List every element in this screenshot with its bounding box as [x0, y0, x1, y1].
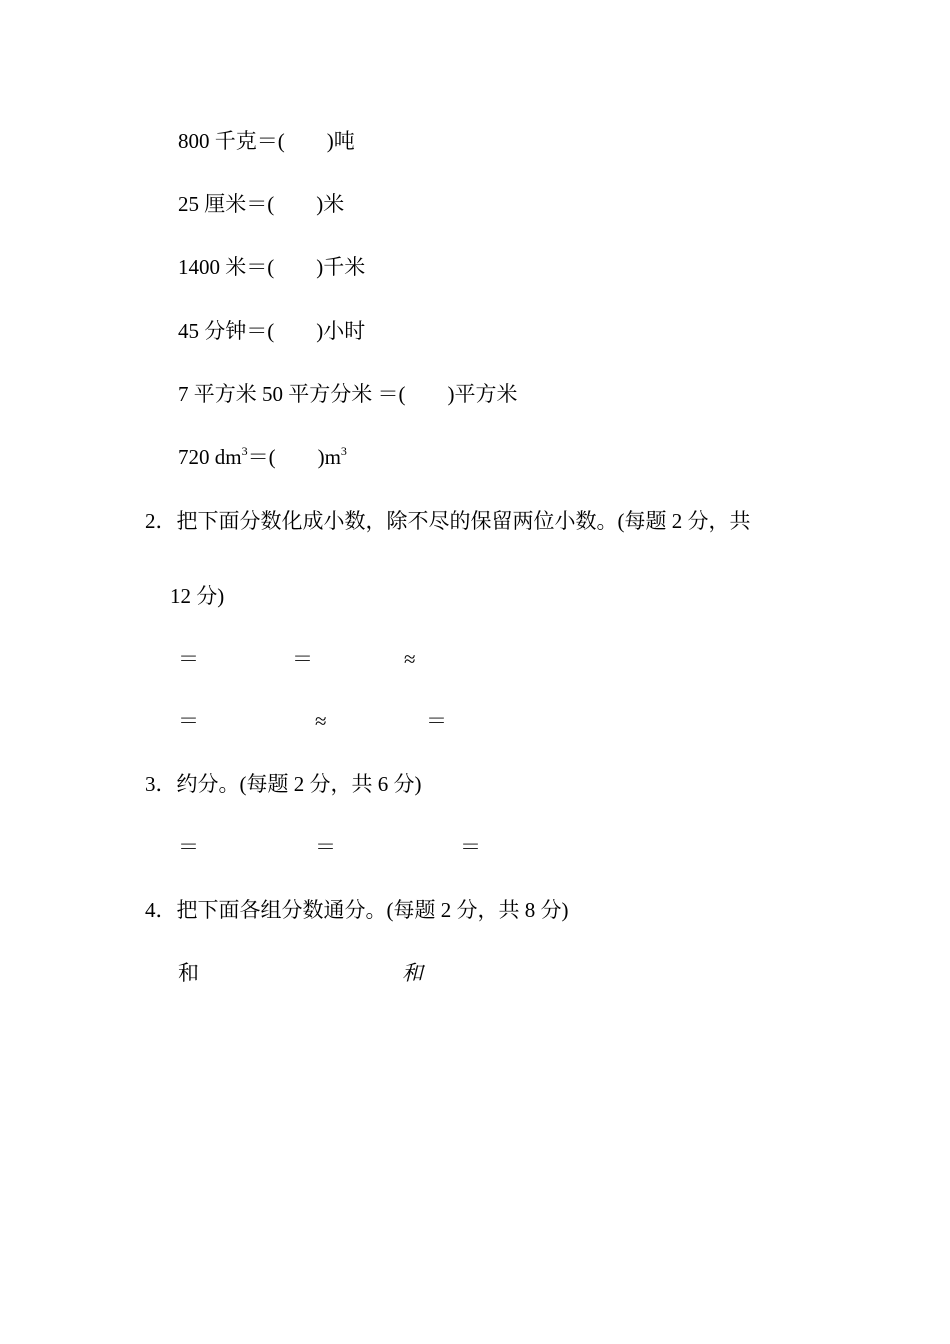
conversion-6-exponent-1: 3 [241, 444, 248, 458]
conversion-4: 45 分钟＝( )小时 [178, 319, 366, 343]
conversion-6-exponent-2: 3 [340, 444, 347, 458]
conversion-6-prefix: 720 dm [178, 445, 242, 469]
q2-row1-sign-3: ≈ [404, 647, 416, 671]
q4-and-1: 和 [178, 961, 199, 985]
conversion-6-middle: ＝( )m [247, 445, 341, 469]
q2-row2-sign-2: ≈ [315, 709, 327, 733]
conversion-2: 25 厘米＝( )米 [178, 192, 345, 216]
q3-sign-2: ＝ [315, 835, 336, 859]
q4-title: 4．把下面各组分数通分。(每题 2 分，共 8 分) [145, 898, 569, 922]
q3-sign-1: ＝ [178, 835, 199, 859]
conversion-1: 800 千克＝( )吨 [178, 129, 355, 153]
q2-row2-sign-3: ＝ [426, 709, 447, 733]
q3-title: 3．约分。(每题 2 分，共 6 分) [145, 772, 422, 796]
q2-row1-sign-1: ＝ [178, 647, 199, 671]
q4-and-2: 和 [402, 961, 423, 985]
conversion-5: 7 平方米 50 平方分米 ＝( )平方米 [178, 382, 518, 406]
q2-row2-sign-1: ＝ [178, 709, 199, 733]
q3-sign-3: ＝ [460, 835, 481, 859]
conversion-3: 1400 米＝( )千米 [178, 255, 366, 279]
q2-row1-sign-2: ＝ [292, 647, 313, 671]
q2-title-continued: 12 分) [170, 584, 225, 608]
conversion-6 [178, 444, 347, 469]
q2-title: 2．把下面分数化成小数，除不尽的保留两位小数。(每题 2 分，共 [145, 509, 751, 533]
